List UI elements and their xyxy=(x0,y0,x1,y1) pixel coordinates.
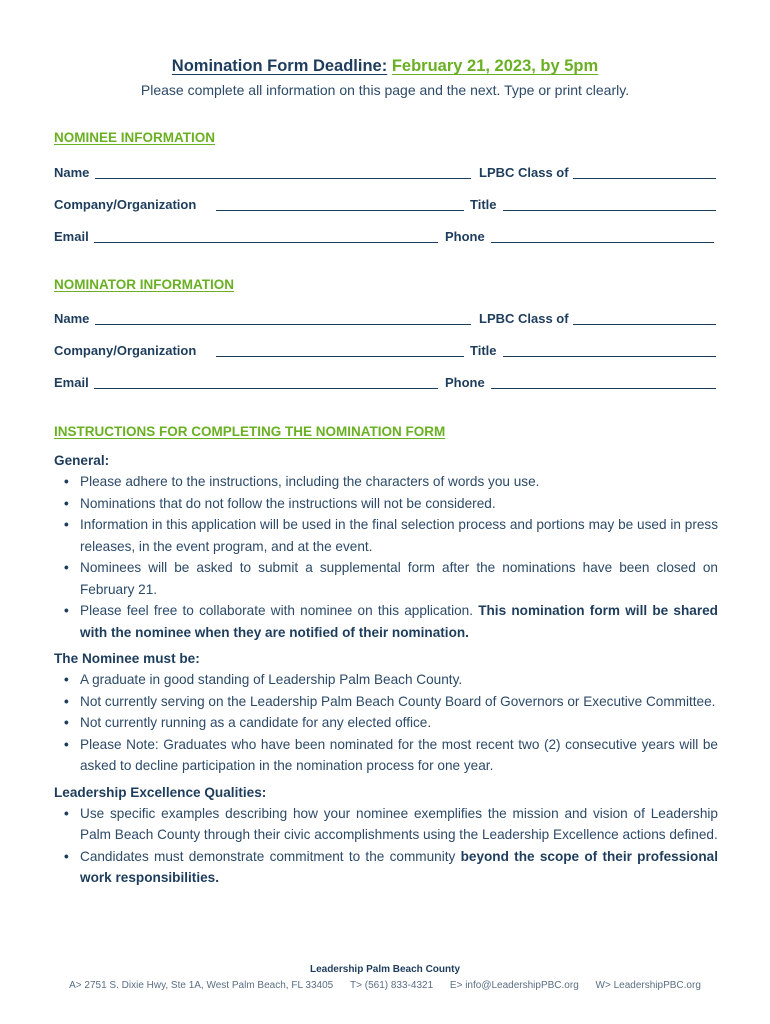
nominee-email-field[interactable] xyxy=(94,242,438,243)
nominator-phone-field[interactable] xyxy=(491,388,716,389)
title-deadline: February 21, 2023, by 5pm xyxy=(391,57,599,75)
nominator-name-label: Name xyxy=(54,311,90,326)
nominee-class-label: LPBC Class of xyxy=(479,165,569,180)
title-prefix: Nomination Form Deadline: xyxy=(171,57,388,75)
nominator-section-heading: NOMINATOR INFORMATION xyxy=(54,277,234,292)
nominee-must-heading: The Nominee must be: xyxy=(54,651,200,666)
nominee-email-label: Email xyxy=(54,229,89,244)
list-item: • Candidates must demonstrate commitment to the community beyond the scope of their professional work responsibilities. xyxy=(64,848,718,885)
nominator-class-field[interactable] xyxy=(573,324,716,325)
nominee-phone-field[interactable] xyxy=(491,242,714,243)
nominee-name-label: Name xyxy=(54,165,90,180)
nominee-company-label: Company/Organization xyxy=(54,197,197,212)
nominator-company-label: Company/Organization xyxy=(54,343,197,358)
qualities-list xyxy=(54,803,718,889)
nominee-name-field[interactable] xyxy=(95,178,471,179)
nominator-email-field[interactable] xyxy=(94,388,438,389)
page-title xyxy=(0,57,770,76)
nominator-class-label: LPBC Class of xyxy=(479,311,569,326)
page-subtitle: Please complete all information on this page and the next. Type or print clearly. xyxy=(140,82,630,98)
instructions-body xyxy=(54,451,718,889)
list-item: • Information in this application will be used in the final selection process and portions may be used in press releases, in the event program, and at the event. xyxy=(64,517,718,554)
footer-website[interactable]: W> LeadershipPBC.org xyxy=(595,980,701,991)
nominator-phone-label: Phone xyxy=(445,375,485,390)
list-item: • Please adhere to the instructions, including the characters of words you use. xyxy=(64,474,540,489)
list-item: • Nominations that do not follow the instructions will not be considered. xyxy=(64,495,496,511)
nominator-company-field[interactable] xyxy=(216,356,464,357)
list-item: • Please Note: Graduates who have been nominated for the most recent two (2) consecutive years will be asked to decline participation in the nomination process for one year. xyxy=(64,736,718,773)
instructions-heading: INSTRUCTIONS FOR COMPLETING THE NOMINATION FORM xyxy=(54,424,446,439)
nominator-email-label: Email xyxy=(54,375,89,390)
nominee-section-heading: NOMINEE INFORMATION xyxy=(54,130,215,145)
list-item: • Not currently running as a candidate for any elected office. xyxy=(64,715,432,730)
list-item: • A graduate in good standing of Leadership Palm Beach County. xyxy=(64,672,463,687)
general-heading: General: xyxy=(54,453,110,468)
footer-phone: T> (561) 833-4321 xyxy=(350,980,434,991)
footer-address: A> 2751 S. Dixie Hwy, Ste 1A, West Palm Beach, FL 33405 xyxy=(69,980,334,991)
nominator-title-label: Title xyxy=(470,343,497,358)
nominator-title-field[interactable] xyxy=(503,356,716,357)
list-item: • Please feel free to collaborate with nominee on this application. This nomination form will be shared with the nominee when they are notified of their nomination. xyxy=(64,603,718,640)
list-item: • Nominees will be asked to submit a supplemental form after the nominations have been closed on February 21. xyxy=(64,560,718,597)
footer-org-name: Leadership Palm Beach County xyxy=(309,964,461,975)
footer-contacts xyxy=(0,980,770,991)
nominee-phone-label: Phone xyxy=(445,229,485,244)
list-item: • Use specific examples describing how your nominee exemplifies the mission and vision of Leadership Palm Beach County through their civic accomplishments using the Leadership Excellence actions defined. xyxy=(64,805,718,842)
nominator-name-field[interactable] xyxy=(95,324,471,325)
general-list xyxy=(54,471,718,643)
list-item: • Not currently serving on the Leadership Palm Beach County Board of Governors or Executive Committee. xyxy=(64,693,716,709)
nominee-class-field[interactable] xyxy=(573,178,716,179)
nominee-company-field[interactable] xyxy=(216,210,464,211)
nominee-title-field[interactable] xyxy=(503,210,716,211)
nominee-title-label: Title xyxy=(470,197,497,212)
qualities-heading: Leadership Excellence Qualities: xyxy=(54,784,267,800)
nominee-must-list xyxy=(54,669,718,777)
footer-email[interactable]: E> info@LeadershipPBC.org xyxy=(449,980,579,991)
